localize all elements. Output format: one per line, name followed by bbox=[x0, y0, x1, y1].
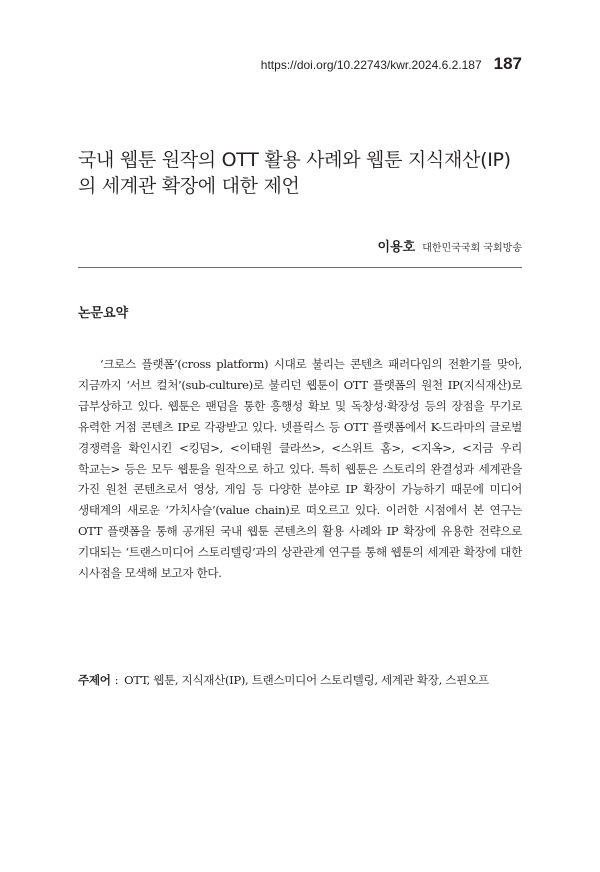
divider bbox=[78, 267, 522, 268]
abstract-body: ‘크로스 플랫폼’(cross platform) 시대로 불리는 콘텐츠 패러다임의 전환기를 맞아, 지금까지 ‘서브 컬처’(sub-culture)로 불리던 웹툰이 OTT 플랫폼의 원천 IP(지식재산)로 급부상하고 있다. 웹툰은 팬덤을 통한 흥행성 확보 및 독창성·확장성 등의 장점을 무기로 유력한 거점 콘텐츠 IP로 각광받고 있다. 넷플릭스 등 OTT 플랫폼에서 K-드라마의 글로벌 경쟁력을 확인시킨 <킹덤>, <이태원 클라쓰>, <스위트 홈>, <지옥>, <지금 우리 학교는> 등은 모두 웹툰을 원작으로 하고 있다. 특히 웹툰은 스토리의 완결성과 세계관을 가진 원천 콘텐츠로서 영상, 게임 등 다양한 분야로 IP 확장이 가능하기 때문에 미디어 생태계의 새로운 ‘가치사슬’(value chain)로 떠오르고 있다. 이러한 시점에서 본 연구는 OTT 플랫폼을 통해 공개된 국내 웹툰 콘텐츠의 활용 사례와 IP 확장에 유용한 전략으로 기대되는 ‘트랜스미디어 스토리텔링’과의 상관관계 연구를 통해 웹툰의 세계관 확장에 대한 시사점을 모색해 보고자 한다. bbox=[78, 357, 522, 581]
author-line bbox=[378, 236, 522, 255]
abstract-heading: 논문요약 bbox=[78, 306, 129, 321]
keywords bbox=[78, 670, 522, 691]
page-number: 187 bbox=[493, 54, 522, 73]
doi-link[interactable]: https://doi.org/10.22743/kwr.2024.6.2.187 bbox=[260, 58, 482, 72]
author-affiliation: 대한민국국회 국회방송 bbox=[422, 243, 522, 254]
page-header bbox=[261, 54, 522, 74]
author-name: 이용호 bbox=[377, 240, 416, 255]
keywords-label: 주제어 bbox=[78, 673, 111, 687]
keywords-values: OTT, 웹툰, 지식재산(IP), 트랜스미디어 스토리텔링, 세계관 확장, 스핀오프 bbox=[124, 673, 489, 687]
paper-title: 국내 웹툰 원작의 OTT 활용 사례와 웹툰 지식재산(IP)의 세계관 확장에 대한 제언 bbox=[78, 149, 511, 197]
keywords-separator: : bbox=[114, 673, 119, 687]
